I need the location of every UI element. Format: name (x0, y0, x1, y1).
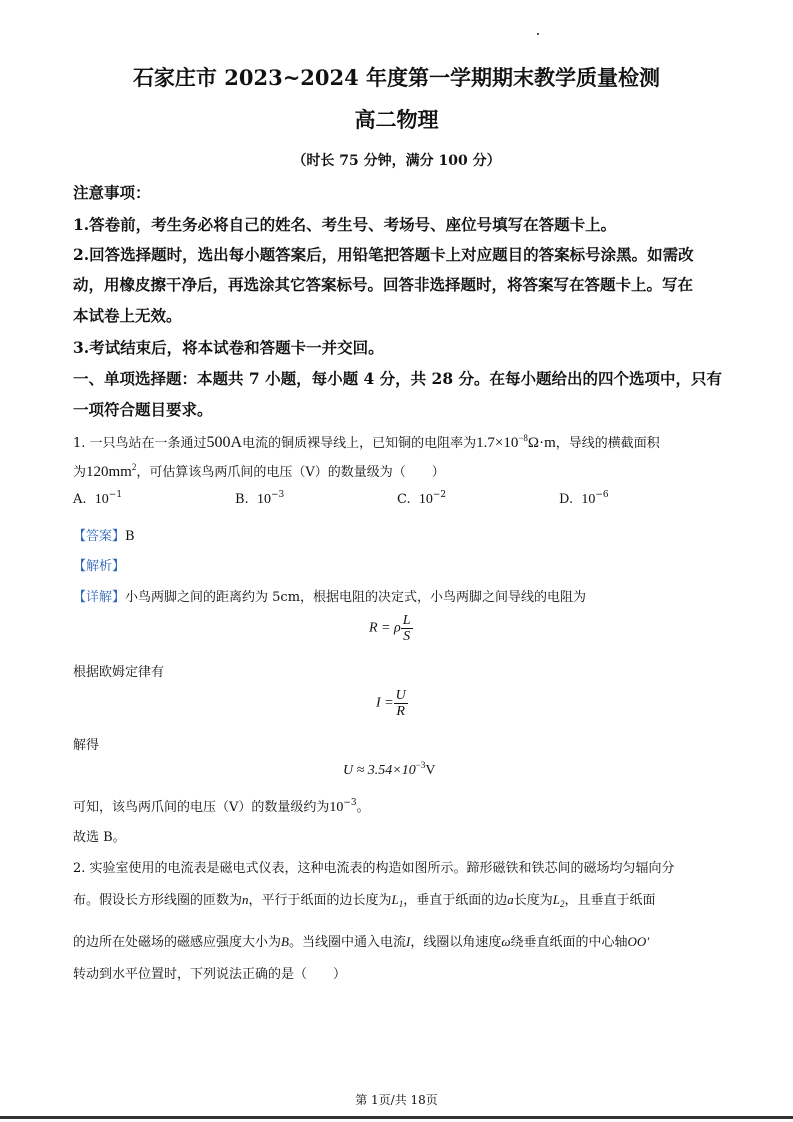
notice-item-2-line-1: 2.回答选择题时，选出每小题答案后，用铅笔把答题卡上对应题目的答案标号涂黑。如需改 (73, 245, 694, 264)
section-1-line-1: 一、单项选择题：本题共 7 小题，每小题 4 分，共 28 分。在每小题给出的四个选项中，只有 (73, 369, 723, 388)
q2-line-2: 布。假设长方形线圈的匝数为n，平行于纸面的边长度为$L_1$，垂直于纸面的边a长度为$L_2$，且垂直于纸面 (73, 892, 656, 909)
notice-item-2-line-2: 动，用橡皮擦干净后，再选涂其它答案标号。回答非选择题时，将答案写在答题卡上。写在 (73, 275, 694, 294)
q1-stem-d: 为 (73, 465, 87, 480)
ohm-law-text: 根据欧姆定律有 (73, 665, 165, 680)
detail-tag: 【详解】 (73, 590, 126, 605)
notice-item-1: 1.答卷前，考生务必将自己的姓名、考生号、考场号、座位号填写在答题卡上。 (73, 215, 617, 234)
bottom-divider (0, 1116, 793, 1119)
equation-voltage: $U \approx 3.54\times 10^{-3}V$ (343, 760, 436, 778)
q1-option-c: C. $10^{-2}$ (397, 490, 447, 507)
notice-item-2-line-3: 本试卷上无效。 (73, 306, 182, 325)
q1-resistivity-base: 1.7×10 (476, 435, 519, 451)
q1-area-exp: 2 (131, 462, 137, 472)
exam-title: 石家庄市 2023~2024 年度第一学期期末教学质量检测 (132, 65, 661, 90)
q1-current: 500A (206, 434, 243, 451)
q1-option-d: D. $10^{-6}$ (559, 490, 609, 507)
q1-stem-b: 电流的铜质裸导线上，已知铜的电阻率为 (242, 436, 477, 451)
q1-conclusion: 可知，该鸟两爪间的电压（V）的数量级约为$10^{-3}$。 (73, 798, 370, 815)
q1-stem-e: ，可估算该鸟两爪间的电压（V）的数量级为（ ） (136, 465, 445, 480)
q1-resistivity-exp: −8 (518, 433, 528, 443)
q1-stem-a: 1. 一只鸟站在一条通过 (73, 436, 207, 451)
duration-note: （时长 75 分钟，满分 100 分） (292, 153, 501, 169)
equation-resistance: R = ρ $\frac{L}{S}$ (369, 613, 411, 644)
subject-title: 高二物理 (354, 107, 439, 132)
q1-area: 120mm (86, 464, 132, 480)
q1-option-b: B. $10^{-3}$ (235, 490, 285, 507)
equation-ohm: I = $\frac{U}{R}$ (376, 688, 406, 719)
q1-option-a: A. $10^{-1}$ (73, 490, 123, 507)
q1-answer (73, 525, 135, 544)
scan-dot (537, 33, 539, 35)
q1-stem-line-1 (73, 432, 660, 452)
q1-choose: 故选 B。 (73, 830, 126, 845)
analysis-tag: 【解析】 (73, 559, 126, 574)
q1-stem-line-2 (73, 461, 445, 481)
solve-text: 解得 (73, 738, 100, 753)
notice-heading: 注意事项： (73, 183, 151, 202)
q1-resistivity-unit: Ω·m (527, 435, 556, 451)
answer-value: B (125, 529, 135, 544)
q2-line-1: 2. 实验室使用的电流表是磁电式仪表，这种电流表的构造如图所示。蹄形磁铁和铁芯间的磁场均匀辐向分 (73, 861, 675, 876)
answer-tag: 【答案】 (73, 529, 126, 544)
section-1-line-2: 一项符合题目要求。 (73, 400, 213, 419)
q1-stem-c: ，导线的横截面积 (555, 436, 660, 451)
q2-line-4: 转动到水平位置时，下列说法正确的是（ ） (73, 967, 347, 982)
q2-line-3: 的边所在处磁场的磁感应强度大小为B。当线圈中通入电流I，线圈以角速度ω绕垂直纸面的中心轴OO′ (73, 934, 650, 950)
q1-detail (73, 586, 586, 605)
notice-item-3: 3.考试结束后，将本试卷和答题卡一并交回。 (73, 338, 384, 357)
detail-text: 小鸟两脚之间的距离约为 5cm，根据电阻的决定式，小鸟两脚之间导线的电阻为 (125, 590, 587, 605)
page-number: 第 1页/共 18页 (355, 1093, 438, 1107)
